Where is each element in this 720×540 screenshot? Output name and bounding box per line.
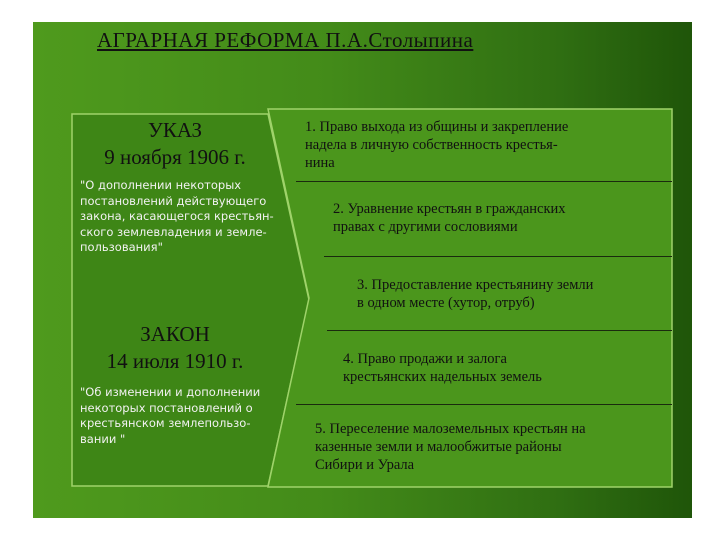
zakon-date: 14 июля 1910 г.	[106, 349, 244, 373]
reform-item-2: 2. Уравнение крестьян в гражданских правах с другими сословиями	[333, 201, 566, 235]
ukaz-heading	[80, 118, 270, 170]
ukaz-date: 9 ноября 1906 г.	[104, 145, 246, 169]
zakon-heading	[75, 322, 275, 374]
zakon-description: "Об изменении и дополнении некоторых постановлений о крестьянском землепользо- вании "	[80, 385, 261, 446]
separator-1	[296, 181, 672, 182]
reform-item-3: 3. Предоставление крестьянину земли в одном месте (хутор, отруб)	[357, 277, 594, 311]
reform-item-4: 4. Право продажи и залога крестьянских надельных земель	[343, 351, 542, 385]
separator-2	[324, 256, 672, 257]
ukaz-title: УКАЗ	[147, 118, 203, 142]
ukaz-description: "О дополнении некоторых постановлений действующего закона, касающегося крестьян- ского землевладения и земле- пользования"	[80, 178, 274, 254]
separator-3	[327, 330, 672, 331]
reform-item-5: 5. Переселение малоземельных крестьян на казенные земли и малообжитые районы Сибири и Урала	[315, 421, 586, 473]
separator-4	[296, 404, 672, 405]
zakon-title: ЗАКОН	[140, 322, 210, 346]
page-title: АГРАРНАЯ РЕФОРМА П.А.Столыпина	[97, 28, 474, 52]
reform-item-1: 1. Право выхода из общины и закрепление надела в личную собственность крестья- нина	[305, 119, 569, 171]
